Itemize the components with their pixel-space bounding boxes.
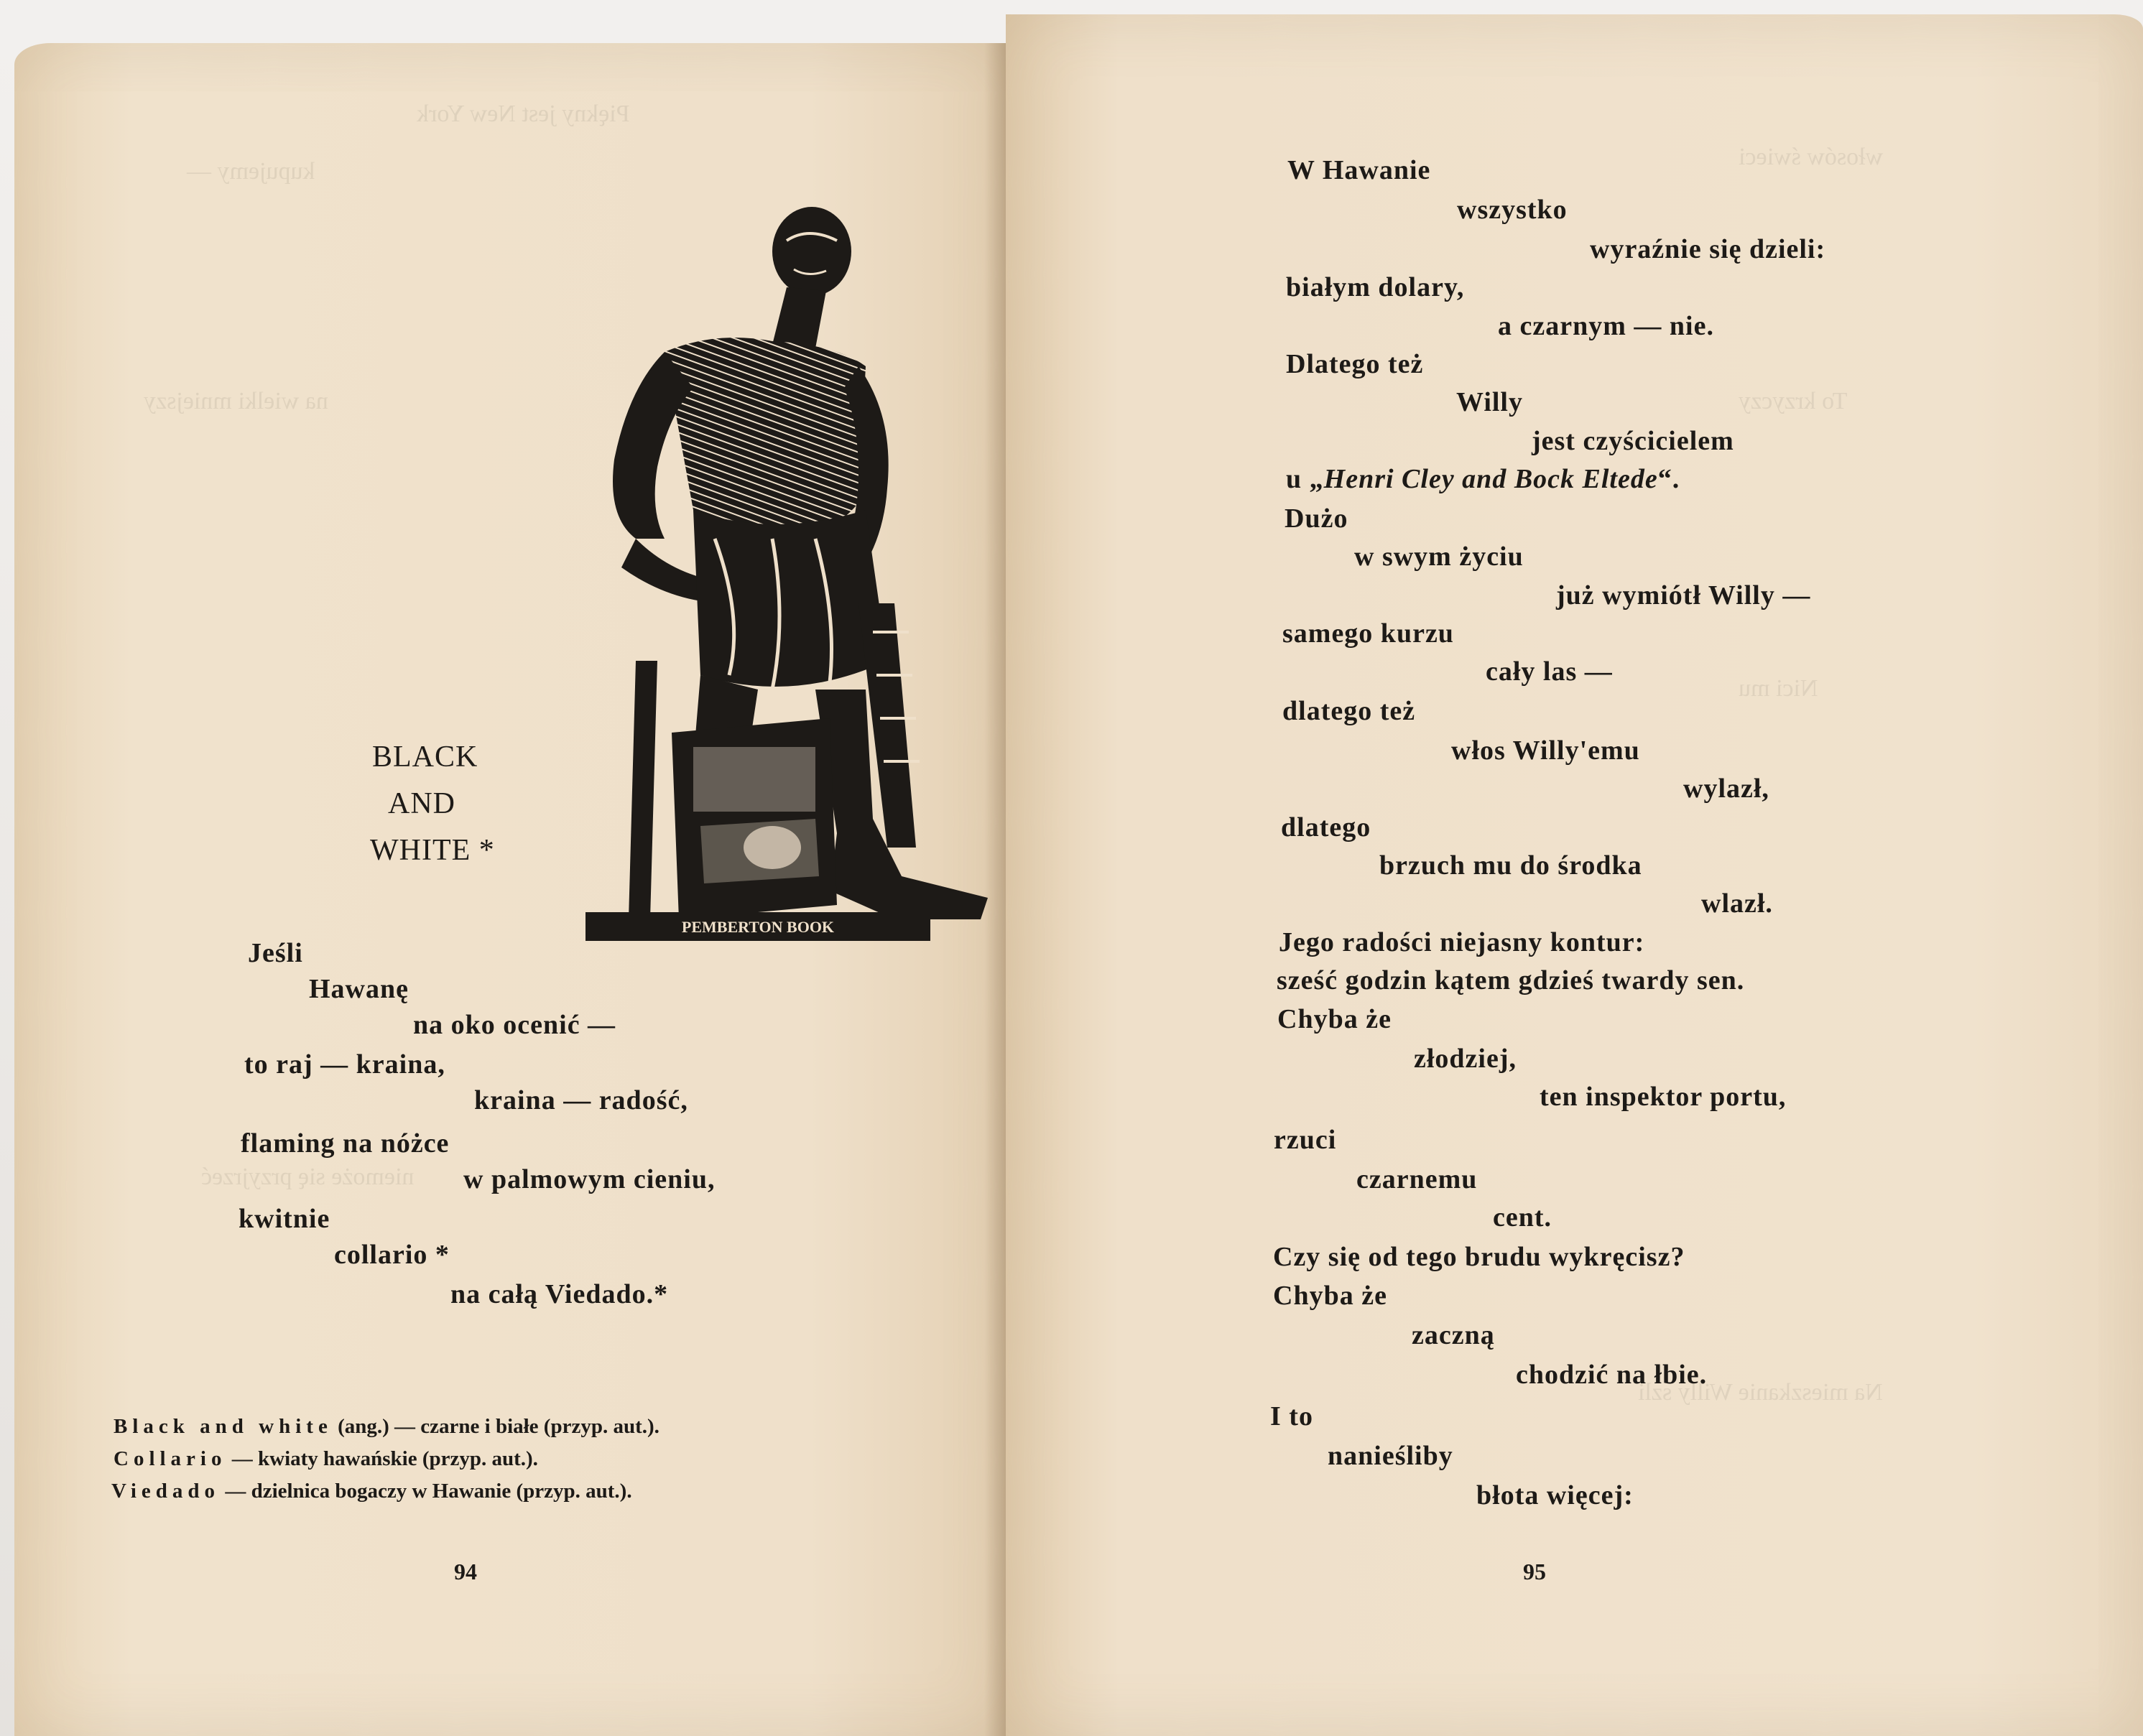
poem-title-line-3: WHITE * bbox=[370, 834, 495, 867]
poem-line: Willy bbox=[1456, 387, 1523, 417]
page-number-left: 94 bbox=[454, 1559, 477, 1584]
poem-line: Jego radości niejasny kontur: bbox=[1279, 927, 1645, 957]
poem-title-line-1: BLACK bbox=[372, 741, 478, 774]
poem-line: wyraźnie się dzieli: bbox=[1590, 234, 1826, 264]
poem-line: złodziej, bbox=[1414, 1044, 1517, 1074]
box-label: PEMBERTON BOOK bbox=[681, 918, 835, 936]
poem-line: Dużo bbox=[1285, 503, 1348, 534]
poem-line: włos Willy'emu bbox=[1451, 735, 1640, 766]
footnote-2: Collario — kwiaty hawańskie (przyp. aut.). bbox=[114, 1447, 538, 1470]
poem-line: czarnemu bbox=[1356, 1164, 1478, 1194]
poem-line: cent. bbox=[1493, 1202, 1552, 1233]
poem-line: dlatego bbox=[1281, 812, 1371, 843]
woodcut-seated-figure-icon bbox=[557, 201, 988, 948]
poem-line: dlatego też bbox=[1282, 696, 1416, 726]
poem-line: Hawanę bbox=[309, 974, 409, 1004]
footnote-1: Black and white (ang.) — czarne i białe (przyp. aut.). bbox=[114, 1415, 659, 1438]
poem-line: Dlatego też bbox=[1286, 349, 1424, 379]
poem-line-quote: u „Henri Cley and Bock Eltede“. bbox=[1286, 464, 1680, 494]
poem-line: nanieśliby bbox=[1328, 1441, 1453, 1471]
poem-line: w swym życiu bbox=[1354, 542, 1524, 572]
poem-title-line-2: AND bbox=[388, 787, 455, 820]
poem-line: jest czyścicielem bbox=[1532, 426, 1734, 456]
poem-line: wlazł. bbox=[1701, 888, 1773, 919]
poem-line: sześć godzin kątem gdzieś twardy sen. bbox=[1277, 965, 1745, 995]
poem-line: Chyba że bbox=[1277, 1004, 1392, 1034]
poem-line: Jeśli bbox=[248, 938, 303, 968]
poem-line: collario * bbox=[334, 1240, 450, 1270]
poem-line: wszystko bbox=[1457, 195, 1568, 225]
poem-line: Czy się od tego brudu wykręcisz? bbox=[1273, 1242, 1685, 1272]
right-page: włosów świeci To krzyczy Nici mu Na mieszkanie Willy szli W Hawanie wszystko wyraźnie się dzieli: białym dolary, a czarnym — nie. Dlatego też Willy jest czyścicielem u „Henri Cley and Bock Eltede“. Dużo w swym życiu już wymiótł Willy — samego kurzu cały las — dlatego też włos Willy'emu wylazł, dlatego brzuch mu do środka wlazł. Jego radości niejasny kontur: sześć godzin kątem gdzieś twardy sen. Chyba że złodziej, ten inspektor portu, rzuci czarnemu cent. Czy się od tego brudu wykręcisz? Chyba że zaczną chodzić na łbie. I to nanieśliby błota więcej: 95 bbox=[1006, 14, 2143, 1736]
poem-line: samego kurzu bbox=[1282, 618, 1454, 649]
poem-line: to raj — kraina, bbox=[244, 1049, 445, 1080]
poem-line: chodzić na łbie. bbox=[1516, 1360, 1708, 1390]
poem-line: na oko ocenić — bbox=[413, 1010, 616, 1040]
poem-line: Chyba że bbox=[1273, 1281, 1387, 1311]
poem-line: W Hawanie bbox=[1287, 155, 1431, 185]
poem-line: rzuci bbox=[1274, 1125, 1337, 1155]
page-number-right: 95 bbox=[1523, 1559, 1546, 1584]
poem-line: białym dolary, bbox=[1286, 272, 1465, 302]
poem-line: a czarnym — nie. bbox=[1498, 311, 1714, 341]
poem-line: wylazł, bbox=[1683, 774, 1769, 804]
poem-line: kwitnie bbox=[239, 1204, 330, 1234]
poem-line: już wymiótł Willy — bbox=[1556, 580, 1811, 611]
footnote-3: Viedado — dzielnica bogaczy w Hawanie (przyp. aut.). bbox=[111, 1480, 632, 1503]
poem-line: w palmowym cieniu, bbox=[463, 1164, 716, 1194]
poem-line: błota więcej: bbox=[1476, 1480, 1634, 1510]
poem-line: na całą Viedado.* bbox=[450, 1279, 669, 1309]
poem-line: kraina — radość, bbox=[474, 1085, 688, 1115]
poem-line: zaczną bbox=[1412, 1320, 1495, 1350]
poem-line: cały las — bbox=[1486, 656, 1613, 687]
poem-line: flaming na nóżce bbox=[241, 1128, 450, 1159]
poem-line: brzuch mu do środka bbox=[1379, 850, 1642, 881]
poem-line: ten inspektor portu, bbox=[1540, 1082, 1787, 1112]
poem-line: I to bbox=[1270, 1401, 1313, 1431]
left-page: Piękny jest New York kupujemy — na wielki mniejszy niemoże się przyjrzeć PEMBERTON BOOK BLACK AND WHITE * Jeśli Hawanę na oko ocenić — to raj — kraina, kraina — radość, flaming na nóżce w palmowym cieniu, kwitnie collario * na całą Viedado.* Black and white (ang.) — czarne i białe (przyp. aut.). Collario — kwiaty hawańskie (przyp. aut.). Viedado — dzielnica bogaczy w Hawanie (przyp. aut.). 94 bbox=[14, 43, 1006, 1736]
